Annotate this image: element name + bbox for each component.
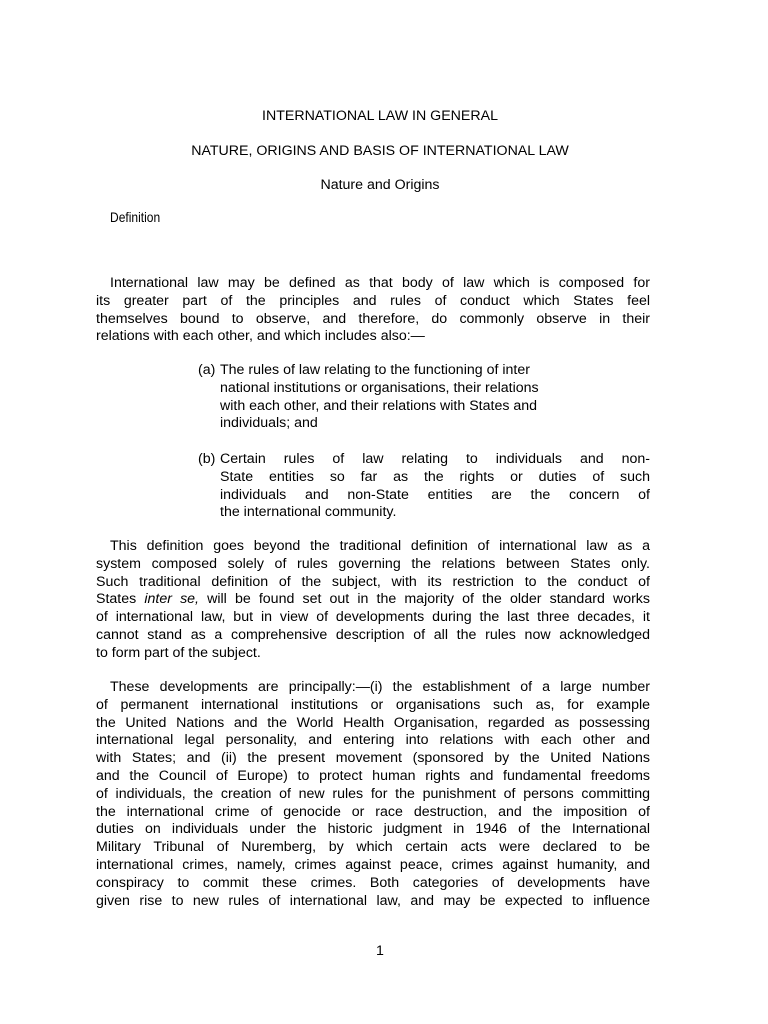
paragraph-line: This definition goes beyond the traditional definition of international law as a xyxy=(110,538,650,554)
paragraph-line: of international law, but in view of developments during the last three decades, it xyxy=(96,609,650,626)
list-item-text xyxy=(220,362,650,433)
text-run: States xyxy=(96,591,145,608)
paragraph-line: given rise to new rules of international law, and may be expected to influence xyxy=(96,892,650,909)
paragraph-line: cannot stand as a comprehensive description of all the rules now acknowledged xyxy=(96,626,650,643)
paragraph-line: Military Tribunal of Nuremberg, by which certain acts were declared to be xyxy=(96,839,650,856)
list-line: The rules of law relating to the functioning of inter xyxy=(220,362,530,378)
paragraph-line: themselves bound to observe, and therefore, do commonly observe in their xyxy=(96,310,650,327)
list-marker: (a) xyxy=(198,362,216,378)
section-heading: Nature and Origins xyxy=(320,177,440,193)
paragraph-line: international crimes, namely, crimes against peace, crimes against humanity, and xyxy=(96,856,650,873)
page-number: 1 xyxy=(376,943,384,959)
paragraph-line: of individuals, the creation of new rules for the punishment of persons committing xyxy=(96,785,650,802)
text-run: will be found set out in the majority of the older standard works xyxy=(199,591,650,608)
paragraph-line: International law may be defined as that body of law which is composed for xyxy=(110,275,650,291)
paragraph-line: system composed solely of rules governing the relations between States only. xyxy=(96,555,650,572)
list-item-text xyxy=(220,451,650,522)
paragraph-line: with States; and (ii) the present movement (sponsored by the United Nations xyxy=(96,750,650,767)
document-title: INTERNATIONAL LAW IN GENERAL xyxy=(262,108,498,124)
definition-paragraph xyxy=(96,275,650,346)
paragraph-line: of permanent international institutions or organisations such as, for example xyxy=(96,696,650,713)
chapter-heading: NATURE, ORIGINS AND BASIS OF INTERNATIONAL LAW xyxy=(191,143,569,159)
paragraph-line: relations with each other, and which includes also:— xyxy=(96,328,425,345)
paragraph-line: the international crime of genocide or race destruction, and the imposition of xyxy=(96,803,650,820)
paragraph-line: Such traditional definition of the subject, with its restriction to the conduct of xyxy=(96,573,650,590)
developments-paragraph xyxy=(96,679,650,910)
italic-term: inter se, xyxy=(144,591,199,608)
list-line: national institutions or organisations, their relations xyxy=(220,379,539,396)
traditional-definition-paragraph xyxy=(96,538,650,663)
list-line: with each other, and their relations with States and xyxy=(220,397,538,414)
paragraph-line: conspiracy to commit these crimes. Both categories of developments have xyxy=(96,874,650,891)
paragraph-line: to form part of the subject. xyxy=(96,644,261,661)
paragraph-line: duties on individuals under the historic judgment in 1946 of the International xyxy=(96,821,650,838)
list-line: individuals and non-State entities are the concern of xyxy=(220,486,650,503)
paragraph-line xyxy=(96,591,650,609)
paragraph-line: its greater part of the principles and rules of conduct which States feel xyxy=(96,292,650,309)
list-line: Certain rules of law relating to individuals and non- xyxy=(220,451,650,467)
paragraph-line: and the Council of Europe) to protect human rights and fundamental freedoms xyxy=(96,767,650,784)
list-line: individuals; and xyxy=(220,415,318,432)
list-marker: (b) xyxy=(198,451,216,467)
paragraph-line: the United Nations and the World Health Organisation, regarded as possessing xyxy=(96,714,650,731)
subsection-heading: Definition xyxy=(110,209,161,225)
paragraph-line: international legal personality, and entering into relations with each other and xyxy=(96,732,650,749)
list-line: State entities so far as the rights or duties of such xyxy=(220,468,650,485)
paragraph-line: These developments are principally:—(i) the establishment of a large number xyxy=(110,679,650,695)
list-line: the international community. xyxy=(220,504,397,521)
